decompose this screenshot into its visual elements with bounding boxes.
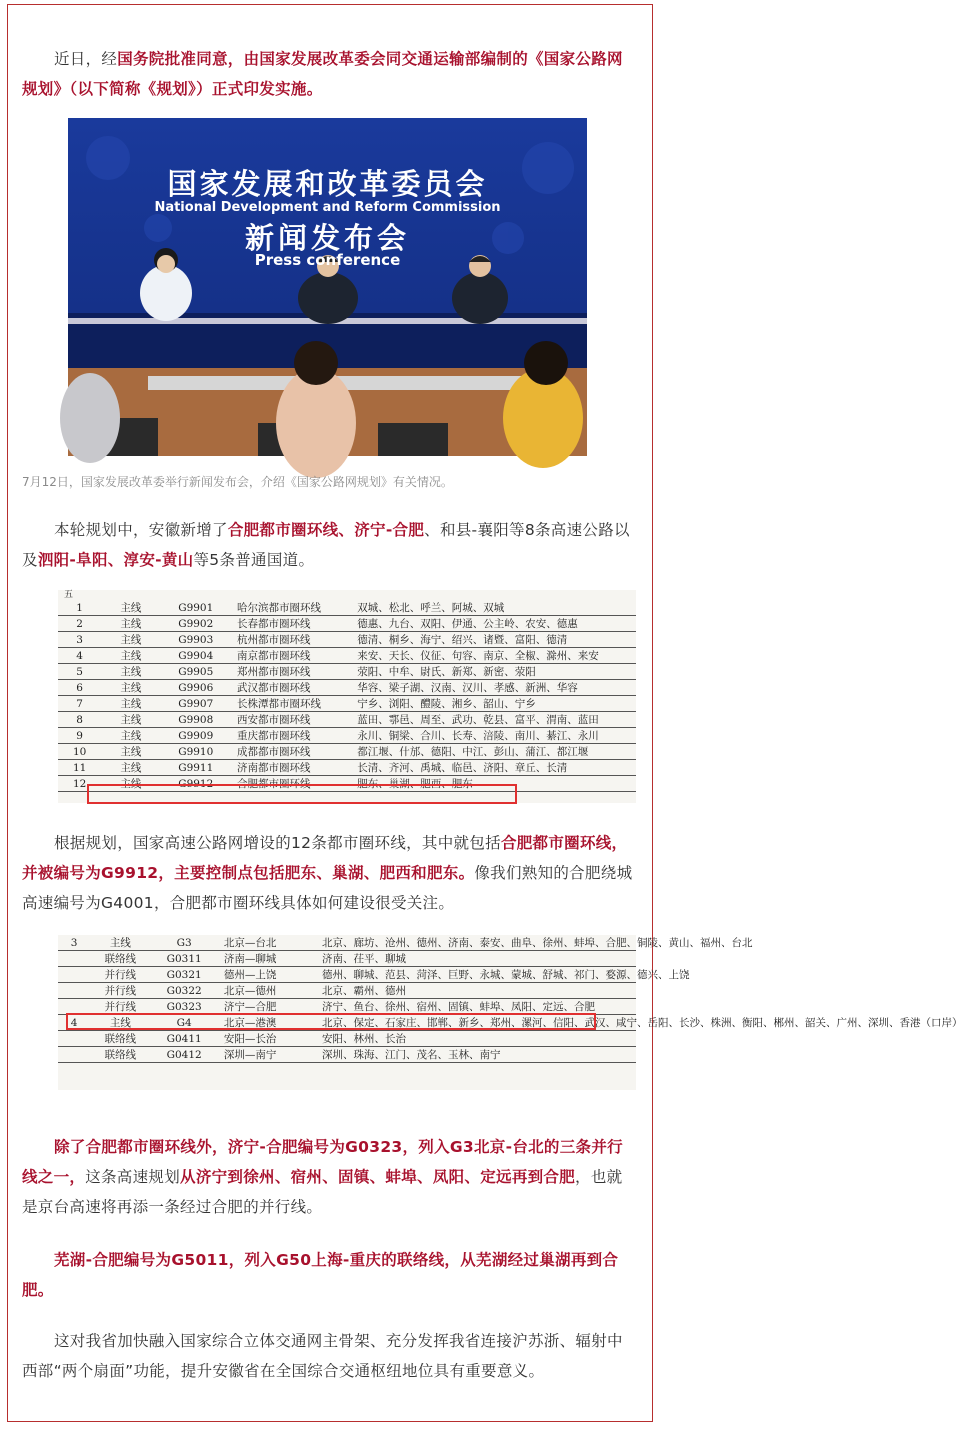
table-cell-no: 7 xyxy=(58,696,101,712)
text-segment: 本轮规划中，安徽新增了 xyxy=(54,521,228,539)
table-cell-points: 北京、保定、石家庄、邯郸、新乡、郑州、漯河、信阳、武汉、咸宁、岳阳、长沙、株洲、衡阳、郴州、韶关、广州、深圳、香港（口岸） xyxy=(316,1015,636,1031)
table-cell-name: 南京都市圈环线 xyxy=(231,648,351,664)
table-partial-header: 五 xyxy=(64,590,74,600)
text-segment: ，也就是京台高速将再添一条经过合肥的并行线。 xyxy=(22,1168,623,1216)
table-row xyxy=(58,648,636,664)
table-cell-type: 联络线 xyxy=(90,1031,150,1047)
table-cell-name: 德州—上饶 xyxy=(218,967,316,983)
table-row xyxy=(58,744,636,760)
table-cell-name: 西安都市圈环线 xyxy=(231,712,351,728)
table-cell-points: 深圳、珠海、江门、茂名、玉林、南宁 xyxy=(316,1047,636,1063)
table-cell-type: 主线 xyxy=(101,664,160,680)
table-cell-no: 4 xyxy=(58,648,101,664)
table-cell-points: 北京、霸州、德州 xyxy=(316,983,636,999)
table-cell-type: 主线 xyxy=(101,744,160,760)
table-cell-code: G9901 xyxy=(160,600,231,616)
table-cell-type: 并行线 xyxy=(90,983,150,999)
text-segment: 根据规划，国家高速公路网增设的12条都市圈环线，其中就包括 xyxy=(54,834,501,852)
table-cell-name: 长株潭都市圈环线 xyxy=(231,696,351,712)
table-row xyxy=(58,1047,636,1063)
table-cell-name: 北京—台北 xyxy=(218,935,316,951)
table-cell-code: G9902 xyxy=(160,616,231,632)
table-cell-code: G0411 xyxy=(150,1031,217,1047)
table-cell-code: G3 xyxy=(150,935,217,951)
table-cell-code: G9904 xyxy=(160,648,231,664)
table-cell-no: 3 xyxy=(58,632,101,648)
table-cell-type: 主线 xyxy=(101,776,160,792)
table-cell-code: G9906 xyxy=(160,680,231,696)
highlight-box-g9912 xyxy=(87,784,517,804)
table-cell-points: 肥东、巢湖、肥西、肥东 xyxy=(351,776,636,792)
table-row xyxy=(58,983,636,999)
table-cell-no: 8 xyxy=(58,712,101,728)
table-cell-type: 主线 xyxy=(101,632,160,648)
table-cell-no: 3 xyxy=(58,935,90,951)
table-cell-code: G9908 xyxy=(160,712,231,728)
table-row xyxy=(58,951,636,967)
table-cell-no: 12 xyxy=(58,776,101,792)
table-cell-code: G4 xyxy=(150,1015,217,1031)
text-segment: 这对我省加快融入国家综合立体交通网主骨架、充分发挥我省连接沪苏浙、辐射中西部“两个扇面”功能，提升安徽省在全国综合交通枢纽地位具有重要意义。 xyxy=(22,1332,623,1380)
highlight-segment: 合肥都市圈环线，并被编号为G9912，主要控制点包括肥东、巢湖、肥西和肥东。 xyxy=(22,834,628,882)
highlight-segment: 除了合肥都市圈环线外，济宁-合肥编号为G0323，列入G3北京-台北的三条并行线之一， xyxy=(22,1138,623,1186)
paragraph-significance xyxy=(22,1326,636,1386)
table-cell-no xyxy=(58,983,90,999)
table-cell-name: 重庆都市圈环线 xyxy=(231,728,351,744)
table-row xyxy=(58,712,636,728)
banner-title-en: National Development and Reform Commission xyxy=(154,200,501,215)
table-row xyxy=(58,760,636,776)
table-cell-type: 主线 xyxy=(101,712,160,728)
table-cell-points: 都江堰、什邡、德阳、中江、彭山、蒲江、都江堰 xyxy=(351,744,636,760)
table-cell-name: 郑州都市圈环线 xyxy=(231,664,351,680)
table-cell-code: G0412 xyxy=(150,1047,217,1063)
table-cell-points: 安阳、林州、长治 xyxy=(316,1031,636,1047)
paragraph-g5011 xyxy=(22,1245,636,1305)
table-cell-points: 双城、松北、呼兰、阿城、双城 xyxy=(351,600,636,616)
table-cell-type: 主线 xyxy=(101,728,160,744)
table-cell-no: 5 xyxy=(58,664,101,680)
table-cell-points: 济宁、鱼台、徐州、宿州、固镇、蚌埠、凤阳、定远、合肥 xyxy=(316,999,636,1015)
table-cell-type: 主线 xyxy=(101,648,160,664)
table-cell-code: G0311 xyxy=(150,951,217,967)
text-segment: 这条高速规划 xyxy=(85,1168,181,1186)
table-cell-points: 德清、桐乡、海宁、绍兴、诸暨、富阳、德清 xyxy=(351,632,636,648)
table-cell-points: 德州、聊城、范县、菏泽、巨野、永城、蒙城、舒城、祁门、婺源、德兴、上饶 xyxy=(316,967,636,983)
highlight-segment: 合肥都市圈环线、济宁-合肥 xyxy=(227,521,425,539)
ring-road-table-body xyxy=(58,600,636,792)
table-cell-name: 深圳—南宁 xyxy=(218,1047,316,1063)
table-cell-no xyxy=(58,1031,90,1047)
event-title-cn: 新闻发布会 xyxy=(244,221,410,255)
table-row xyxy=(58,680,636,696)
text-segment: 像我们熟知的合肥绕城高速编号为G4001，合肥都市圈环线具体如何建设很受关注。 xyxy=(22,864,633,912)
table-cell-code: G9912 xyxy=(160,776,231,792)
table-cell-points: 宁乡、浏阳、醴陵、湘乡、韶山、宁乡 xyxy=(351,696,636,712)
ring-road-table xyxy=(58,590,636,803)
table-cell-points: 永川、铜梁、合川、长寿、涪陵、南川、綦江、永川 xyxy=(351,728,636,744)
table-cell-type: 并行线 xyxy=(90,999,150,1015)
table-cell-no: 4 xyxy=(58,1015,90,1031)
table-cell-name: 安阳—长治 xyxy=(218,1031,316,1047)
table-row xyxy=(58,935,636,951)
table-cell-type: 主线 xyxy=(101,616,160,632)
table-cell-name: 北京—港澳 xyxy=(218,1015,316,1031)
table-cell-points: 荥阳、中牟、尉氏、新郑、新密、荥阳 xyxy=(351,664,636,680)
table-cell-no: 10 xyxy=(58,744,101,760)
intro-paragraph xyxy=(22,44,636,104)
table-cell-name: 北京—德州 xyxy=(218,983,316,999)
table-cell-type: 主线 xyxy=(101,600,160,616)
table-cell-code: G9910 xyxy=(160,744,231,760)
paragraph-g9912 xyxy=(22,828,636,918)
table-cell-points: 济南、茌平、聊城 xyxy=(316,951,636,967)
table-row xyxy=(58,632,636,648)
table-cell-code: G9905 xyxy=(160,664,231,680)
table-cell-type: 主线 xyxy=(90,1015,150,1031)
photo-caption: 7月12日，国家发展改革委举行新闻发布会，介绍《国家公路网规划》有关情况。 xyxy=(22,475,453,489)
event-title-en: Press conference xyxy=(254,251,401,269)
text-segment: 等5条普通国道。 xyxy=(193,551,315,569)
table-cell-no: 11 xyxy=(58,760,101,776)
table-row xyxy=(58,696,636,712)
table-cell-type: 主线 xyxy=(101,696,160,712)
press-conference-photo xyxy=(68,118,587,456)
intro-highlight: 国务院批准同意，由国家发展改革委会同交通运输部编制的《国家公路网规划》（以下简称《规划》）正式印发实施。 xyxy=(22,50,623,98)
paragraph-g0323 xyxy=(22,1132,636,1222)
table-cell-code: G0321 xyxy=(150,967,217,983)
table-cell-no: 9 xyxy=(58,728,101,744)
table-cell-points: 来安、天长、仪征、句容、南京、全椒、滁州、来安 xyxy=(351,648,636,664)
table-cell-type: 联络线 xyxy=(90,951,150,967)
table-cell-code: G9911 xyxy=(160,760,231,776)
table-cell-code: G9909 xyxy=(160,728,231,744)
table-cell-name: 武汉都市圈环线 xyxy=(231,680,351,696)
table-cell-type: 联络线 xyxy=(90,1047,150,1063)
table-cell-no xyxy=(58,951,90,967)
highlight-segment: 从济宁到徐州、宿州、固镇、蚌埠、凤阳、定远再到合肥 xyxy=(180,1168,576,1186)
banner-title-cn: 国家发展和改革委员会 xyxy=(167,167,488,201)
table-cell-points: 蓝田、鄠邑、周至、武功、乾县、富平、渭南、蓝田 xyxy=(351,712,636,728)
table-cell-no: 6 xyxy=(58,680,101,696)
table-cell-code: G0323 xyxy=(150,999,217,1015)
table-cell-points: 长清、齐河、禹城、临邑、济阳、章丘、长清 xyxy=(351,760,636,776)
table-cell-name: 哈尔滨都市圈环线 xyxy=(231,600,351,616)
table-row xyxy=(58,1031,636,1047)
table-cell-name: 杭州都市圈环线 xyxy=(231,632,351,648)
table-cell-no: 2 xyxy=(58,616,101,632)
table-cell-no xyxy=(58,1047,90,1063)
highlight-segment: 芜湖-合肥编号为G5011，列入G50上海-重庆的联络线，从芜湖经过巢湖再到合肥。 xyxy=(22,1251,619,1299)
table-row xyxy=(58,664,636,680)
highlight-box-g0323 xyxy=(66,1013,596,1030)
table-cell-points: 北京、廊坊、沧州、德州、济南、泰安、曲阜、徐州、蚌埠、合肥、铜陵、黄山、福州、台北 xyxy=(316,935,636,951)
table-cell-name: 成都都市圈环线 xyxy=(231,744,351,760)
table-cell-points: 德惠、九台、双阳、伊通、公主岭、农安、德惠 xyxy=(351,616,636,632)
table-row xyxy=(58,616,636,632)
table-cell-name: 合肥都市圈环线 xyxy=(231,776,351,792)
table-cell-name: 济宁—合肥 xyxy=(218,999,316,1015)
highlight-segment: 泗阳-阜阳、淳安-黄山 xyxy=(37,551,194,569)
table-cell-type: 并行线 xyxy=(90,967,150,983)
intro-text: 近日，经 xyxy=(54,50,118,68)
table-cell-name: 长春都市圈环线 xyxy=(231,616,351,632)
table-cell-name: 济南—聊城 xyxy=(218,951,316,967)
table-cell-type: 主线 xyxy=(101,680,160,696)
table-row xyxy=(58,967,636,983)
text-segment: 、和县-襄阳等8条高速公路以及 xyxy=(22,521,630,569)
table-cell-code: G9907 xyxy=(160,696,231,712)
g3-g4-table-body xyxy=(58,935,962,1063)
table-row xyxy=(58,728,636,744)
table-row xyxy=(58,600,636,616)
table-cell-type: 主线 xyxy=(101,760,160,776)
table-cell-code: G0322 xyxy=(150,983,217,999)
table-cell-no: 1 xyxy=(58,600,101,616)
table-cell-code: G9903 xyxy=(160,632,231,648)
table-cell-name: 济南都市圈环线 xyxy=(231,760,351,776)
paragraph-new-routes xyxy=(22,515,636,575)
table-cell-type: 主线 xyxy=(90,935,150,951)
table-cell-points: 华容、梁子湖、汉南、汉川、孝感、新洲、华容 xyxy=(351,680,636,696)
table-cell-no xyxy=(58,967,90,983)
